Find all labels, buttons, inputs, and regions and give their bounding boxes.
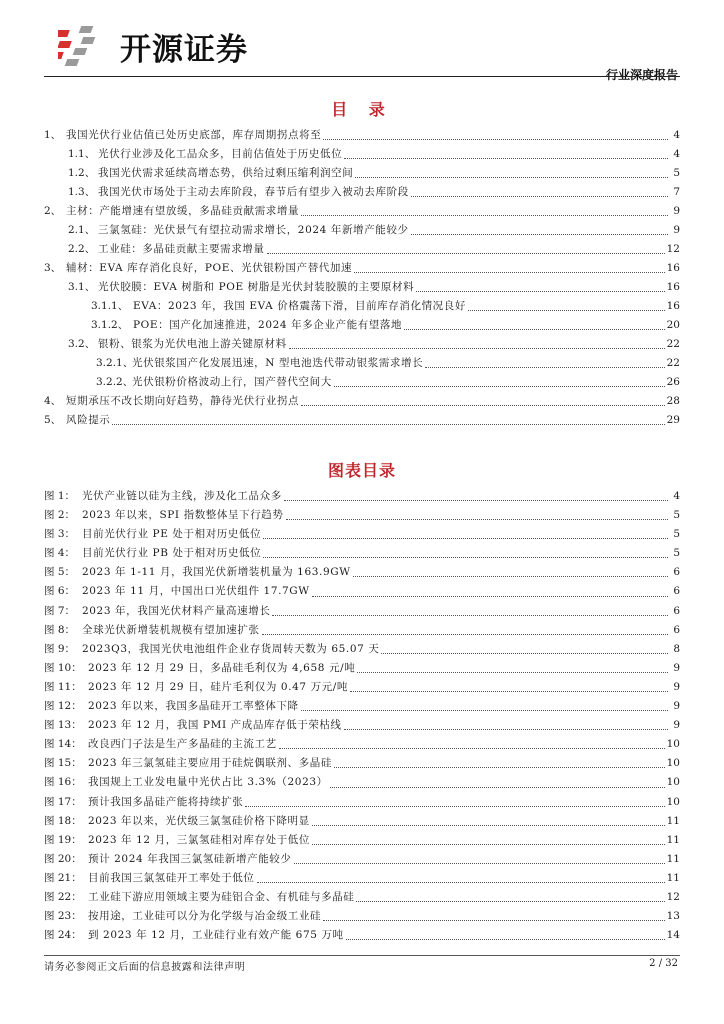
toc-entry[interactable] xyxy=(44,126,680,145)
toc-entry-number: 4、 xyxy=(44,395,62,407)
toc-entry-title: 我国光伏市场处于主动去库阶段，春节后有望步入被动去库阶段 xyxy=(98,186,409,198)
figure-entry[interactable] xyxy=(44,659,680,678)
dot-leader xyxy=(353,575,668,577)
figure-entry[interactable] xyxy=(44,907,680,926)
figure-entry-number: 图 8： xyxy=(44,623,76,636)
toc-entry[interactable] xyxy=(44,354,680,373)
toc-entry-page: 16 xyxy=(666,262,680,274)
toc-entry-page: 4 xyxy=(673,148,680,160)
dot-leader xyxy=(411,233,668,235)
toc-entry-title: 我国光伏行业估值已处历史底部，库存周期拐点将至 xyxy=(66,129,322,141)
dot-leader xyxy=(330,786,665,788)
figure-entry[interactable] xyxy=(44,640,680,659)
toc-entry-title: 风险提示 xyxy=(66,414,111,426)
figure-entry-page: 9 xyxy=(673,700,680,713)
toc-entry-title: 三氯氢硅：光伏景气有望拉动需求增长，2024 年新增产能较少 xyxy=(98,224,409,236)
toc-entry-page: 12 xyxy=(666,243,680,255)
toc-entry-title: 光伏银浆国产化发展迅速，N 型电池迭代带动银浆需求增长 xyxy=(132,357,424,369)
toc-entry-title: 光伏胶膜：EVA 树脂和 POE 树脂是光伏封装胶膜的主要原材料 xyxy=(98,281,415,293)
dot-leader xyxy=(357,671,668,673)
dot-leader xyxy=(350,690,668,692)
dot-leader xyxy=(344,728,668,730)
toc-entry-page: 28 xyxy=(666,395,680,407)
figure-entry-page: 6 xyxy=(673,566,680,579)
figure-entry[interactable] xyxy=(44,754,680,773)
toc-entry-number: 2、 xyxy=(44,205,62,217)
dot-leader xyxy=(334,385,665,387)
figure-entry-page: 10 xyxy=(666,776,680,789)
figure-entry[interactable] xyxy=(44,773,680,792)
report-type-label: 行业深度报告 xyxy=(605,68,678,82)
figure-entry-page: 10 xyxy=(666,795,680,808)
toc-entry[interactable] xyxy=(44,202,680,221)
footer-divider xyxy=(44,955,680,956)
dot-leader xyxy=(334,766,665,768)
figure-entry-number: 图 1： xyxy=(44,490,76,502)
figure-entry-page: 10 xyxy=(666,738,680,751)
figure-entry[interactable] xyxy=(44,831,680,850)
dot-leader xyxy=(416,290,664,292)
dot-leader xyxy=(312,595,668,597)
toc-entry-number: 1.3、 xyxy=(68,186,96,198)
page-number: 2 / 32 xyxy=(649,958,678,969)
dot-leader xyxy=(257,881,665,883)
dot-leader xyxy=(263,537,668,539)
figure-entry[interactable] xyxy=(44,582,680,601)
toc-entry-title: 辅材：EVA 库存消化良好，POE、光伏银粉国产替代加速 xyxy=(66,262,353,274)
figure-entry-number: 图 12： xyxy=(44,700,82,713)
dot-leader xyxy=(294,862,665,864)
toc-entry-number: 5、 xyxy=(44,414,62,426)
figure-entry-number: 图 6： xyxy=(44,585,76,598)
toc-entry-number: 2.2、 xyxy=(68,243,96,255)
toc-entry-number: 1、 xyxy=(44,129,62,141)
figure-entry-number: 图 15： xyxy=(44,757,82,770)
figure-entry[interactable] xyxy=(44,602,680,621)
brand-name: 开源证券 xyxy=(120,31,248,68)
toc-entry-page: 16 xyxy=(666,281,680,293)
toc-entry-number: 3、 xyxy=(44,262,62,274)
footer-disclaimer: 请务必参阅正文后面的信息披露和法律声明 xyxy=(44,962,246,973)
figure-entry-page: 5 xyxy=(673,547,680,560)
toc-entry-page: 7 xyxy=(673,186,680,198)
toc-entry-title: 短期承压不改长期向好趋势，静待光伏行业拐点 xyxy=(66,395,300,407)
figure-entry[interactable] xyxy=(44,716,680,735)
toc-entry-number: 3.1.1、 xyxy=(91,300,129,312)
toc-entry-page: 29 xyxy=(666,414,680,426)
toc-entry-number: 1.2、 xyxy=(68,167,96,179)
figure-entry-title: 按用途，工业硅可以分为化学级与冶金级工业硅 xyxy=(88,910,322,923)
toc-entry[interactable] xyxy=(44,259,680,278)
figure-entry-title: 改良西门子法是生产多晶硅的主流工艺 xyxy=(88,738,277,751)
figure-entry[interactable] xyxy=(44,735,680,754)
figure-entry-title: 2023 年 11 月，中国出口光伏组件 17.7GW xyxy=(82,585,310,598)
brand-logo-icon xyxy=(58,24,110,68)
figure-entry[interactable] xyxy=(44,487,680,506)
toc-entry-number: 3.1、 xyxy=(68,281,96,293)
figure-entry[interactable] xyxy=(44,525,680,544)
figure-entry-page: 6 xyxy=(673,604,680,617)
figure-entry-number: 图 9： xyxy=(44,642,76,655)
figure-entry[interactable] xyxy=(44,926,680,945)
figure-entry-number: 图 23： xyxy=(44,910,82,923)
figure-entry-number: 图 10： xyxy=(44,661,82,674)
toc-entry-page: 5 xyxy=(673,167,680,179)
toc-entry-number: 1.1、 xyxy=(68,148,96,160)
toc-entry[interactable] xyxy=(44,221,680,240)
figure-entry-title: 2023 年三氯氢硅主要应用于硅烷偶联剂、多晶硅 xyxy=(88,757,332,770)
toc-entry-page: 20 xyxy=(666,319,680,331)
figure-entry-number: 图 14： xyxy=(44,738,82,751)
figure-entry-number: 图 19： xyxy=(44,833,82,846)
figure-entry-page: 6 xyxy=(673,623,680,636)
dot-leader xyxy=(425,366,664,368)
toc-entry-number: 3.2、 xyxy=(68,338,96,350)
figure-entry-number: 图 11： xyxy=(44,680,82,693)
dot-leader xyxy=(279,747,665,749)
toc-entry-page: 16 xyxy=(666,300,680,312)
figure-entry-title: 2023 年 12 月，三氯氢硅相对库存处于低位 xyxy=(88,833,310,846)
figure-entry-page: 12 xyxy=(666,890,680,903)
toc-entry-number: 2.1、 xyxy=(68,224,96,236)
toc-entry-page: 22 xyxy=(666,338,680,350)
figure-entry[interactable] xyxy=(44,850,680,869)
figure-entry[interactable] xyxy=(44,888,680,907)
toc-entry[interactable] xyxy=(44,335,680,354)
figure-entry-number: 图 24： xyxy=(44,929,82,942)
figure-entry-number: 图 2： xyxy=(44,509,76,522)
figure-entry[interactable] xyxy=(44,563,680,582)
figure-entry-title: 目前我国三氯氢硅开工率处于低位 xyxy=(88,871,255,884)
figure-entry-title: 2023Q3，我国光伏电池组件企业存货周转天数为 65.07 天 xyxy=(82,642,380,655)
toc-entry-page: 26 xyxy=(666,376,680,388)
toc-entry-page: 22 xyxy=(666,357,680,369)
toc-entry-title: 主材：产能增速有望放缓，多晶硅贡献需求增量 xyxy=(66,205,300,217)
figure-entry[interactable] xyxy=(44,678,680,697)
dot-leader xyxy=(356,900,664,902)
figure-entry-title: 2023 年以来，光伏级三氯氢硅价格下降明显 xyxy=(88,814,310,827)
toc-title: 目 录 xyxy=(331,100,393,119)
figure-entry[interactable] xyxy=(44,812,680,831)
figure-entry[interactable] xyxy=(44,544,680,563)
toc-entry-title: 光伏行业涉及化工品众多，目前估值处于历史低位 xyxy=(98,148,343,160)
dot-leader xyxy=(355,176,668,178)
toc-entry[interactable] xyxy=(44,164,680,183)
toc-entry-number: 3.1.2、 xyxy=(91,319,129,331)
figure-entry-title: 光伏产业链以硅为主线，涉及化工品众多 xyxy=(82,490,282,502)
dot-leader xyxy=(346,938,665,940)
figure-entry-title: 我国规上工业发电量中光伏占比 3.3%（2023） xyxy=(88,776,328,789)
toc-entry[interactable] xyxy=(44,183,680,202)
dot-leader xyxy=(245,805,664,807)
dot-leader xyxy=(344,157,668,159)
dot-leader xyxy=(301,404,665,406)
figure-entry-page: 11 xyxy=(666,833,680,846)
dot-leader xyxy=(411,195,668,197)
dot-leader xyxy=(286,518,668,520)
toc-entry[interactable] xyxy=(44,297,680,316)
figure-entry-page: 13 xyxy=(666,910,680,923)
figure-entry-number: 图 18： xyxy=(44,814,82,827)
figure-entry[interactable] xyxy=(44,793,680,812)
toc-entry[interactable] xyxy=(44,392,680,411)
figure-entry[interactable] xyxy=(44,621,680,640)
dot-leader xyxy=(323,138,668,140)
figure-entry-title: 全球光伏新增装机规模有望加速扩张 xyxy=(82,623,260,636)
toc-entry[interactable] xyxy=(44,316,680,335)
toc-entry-title: POE：国产化加速推进，2024 年多企业产能有望落地 xyxy=(133,319,403,331)
dot-leader xyxy=(381,652,668,654)
figure-entry-title: 2023 年以来，SPI 指数整体呈下行趋势 xyxy=(82,509,284,522)
figure-entry-page: 6 xyxy=(673,585,680,598)
figure-entry-title: 到 2023 年 12 月，工业硅行业有效产能 675 万吨 xyxy=(88,929,344,942)
figure-entry-page: 5 xyxy=(673,528,680,541)
figure-entry-page: 11 xyxy=(666,852,680,865)
figure-entry-page: 14 xyxy=(666,929,680,942)
figure-entry[interactable] xyxy=(44,869,680,888)
figure-entry-page: 11 xyxy=(666,814,680,827)
dot-leader xyxy=(289,347,665,349)
header-divider xyxy=(44,76,680,77)
figure-entry-page: 10 xyxy=(666,757,680,770)
toc-entry-title: 我国光伏需求延续高增态势，供给过剩压缩利润空间 xyxy=(98,167,354,179)
toc-entry-number: 3.2.2、 xyxy=(96,376,134,388)
figure-entry-title: 2023 年，我国光伏材料产量高速增长 xyxy=(82,604,271,617)
toc-entry[interactable] xyxy=(44,278,680,297)
figure-entry-number: 图 20： xyxy=(44,852,82,865)
figure-list xyxy=(44,487,680,945)
dot-leader xyxy=(262,633,668,635)
figure-entry-number: 图 17： xyxy=(44,795,82,808)
figure-entry-title: 2023 年 12 月 29 日，多晶硅毛利仅为 4,658 元/吨 xyxy=(88,661,356,674)
dot-leader xyxy=(312,843,665,845)
figure-entry-number: 图 16： xyxy=(44,776,82,789)
toc-entry-title: EVA：2023 年，我国 EVA 价格震荡下滑，目前库存消化情况良好 xyxy=(133,300,466,312)
dot-leader xyxy=(323,919,665,921)
figure-entry-page: 5 xyxy=(673,509,680,522)
dot-leader xyxy=(263,556,668,558)
figure-entry-title: 预计我国多晶硅产能将持续扩张 xyxy=(88,795,244,808)
figure-entry-title: 2023 年 12 月 29 日，硅片毛利仅为 0.47 万元/吨 xyxy=(88,680,349,693)
figure-entry-number: 图 22： xyxy=(44,890,82,903)
toc-entry[interactable] xyxy=(44,411,680,430)
figure-entry-title: 目前光伏行业 PE 处于相对历史低位 xyxy=(82,528,262,541)
dot-leader xyxy=(112,423,664,425)
figure-entry[interactable] xyxy=(44,506,680,525)
toc-entry-page: 9 xyxy=(673,205,680,217)
figure-entry-page: 9 xyxy=(673,719,680,732)
dot-leader xyxy=(301,214,668,216)
toc-entry-title: 工业硅：多晶硅贡献主要需求增量 xyxy=(98,243,265,255)
figure-entry-title: 2023 年 12 月，我国 PMI 产成品库存低于荣枯线 xyxy=(88,719,342,732)
dot-leader xyxy=(267,252,665,254)
dot-leader xyxy=(284,499,668,501)
dot-leader xyxy=(312,824,665,826)
figure-entry-page: 9 xyxy=(673,680,680,693)
dot-leader xyxy=(354,271,665,273)
dot-leader xyxy=(301,709,668,711)
toc-entry[interactable] xyxy=(44,145,680,164)
figure-entry-number: 图 7： xyxy=(44,604,76,617)
toc-entry-page: 4 xyxy=(673,129,680,141)
figure-entry-title: 2023 年 1-11 月，我国光伏新增装机量为 163.9GW xyxy=(82,566,351,579)
figure-entry-number: 图 21： xyxy=(44,871,82,884)
brand-logo xyxy=(58,22,248,70)
figure-list-title: 图表目录 xyxy=(327,461,396,480)
figure-entry-page: 8 xyxy=(673,642,680,655)
figure-entry[interactable] xyxy=(44,697,680,716)
figure-entry-page: 9 xyxy=(673,661,680,674)
dot-leader xyxy=(404,328,665,330)
figure-entry-page: 4 xyxy=(673,490,680,502)
toc-list xyxy=(44,126,680,430)
toc-entry[interactable] xyxy=(44,373,680,392)
figure-entry-number: 图 4： xyxy=(44,547,76,560)
figure-entry-title: 目前光伏行业 PB 处于相对历史低位 xyxy=(82,547,262,560)
dot-leader xyxy=(468,309,665,311)
toc-entry-number: 3.2.1、 xyxy=(96,357,134,369)
toc-entry-title: 光伏银粉价格波动上行，国产替代空间大 xyxy=(132,376,332,388)
figure-entry-number: 图 3： xyxy=(44,528,76,541)
dot-leader xyxy=(272,614,668,616)
toc-entry[interactable] xyxy=(44,240,680,259)
figure-entry-number: 图 13： xyxy=(44,719,82,732)
figure-entry-title: 预计 2024 年我国三氯氢硅新增产能较少 xyxy=(88,852,292,865)
figure-entry-page: 11 xyxy=(666,871,680,884)
toc-entry-page: 9 xyxy=(673,224,680,236)
toc-entry-title: 银粉、银浆为光伏电池上游关键原材料 xyxy=(98,338,287,350)
figure-entry-number: 图 5： xyxy=(44,566,76,579)
figure-entry-title: 2023 年以来，我国多晶硅开工率整体下降 xyxy=(88,700,299,713)
figure-entry-title: 工业硅下游应用领域主要为硅铝合金、有机硅与多晶硅 xyxy=(88,890,355,903)
